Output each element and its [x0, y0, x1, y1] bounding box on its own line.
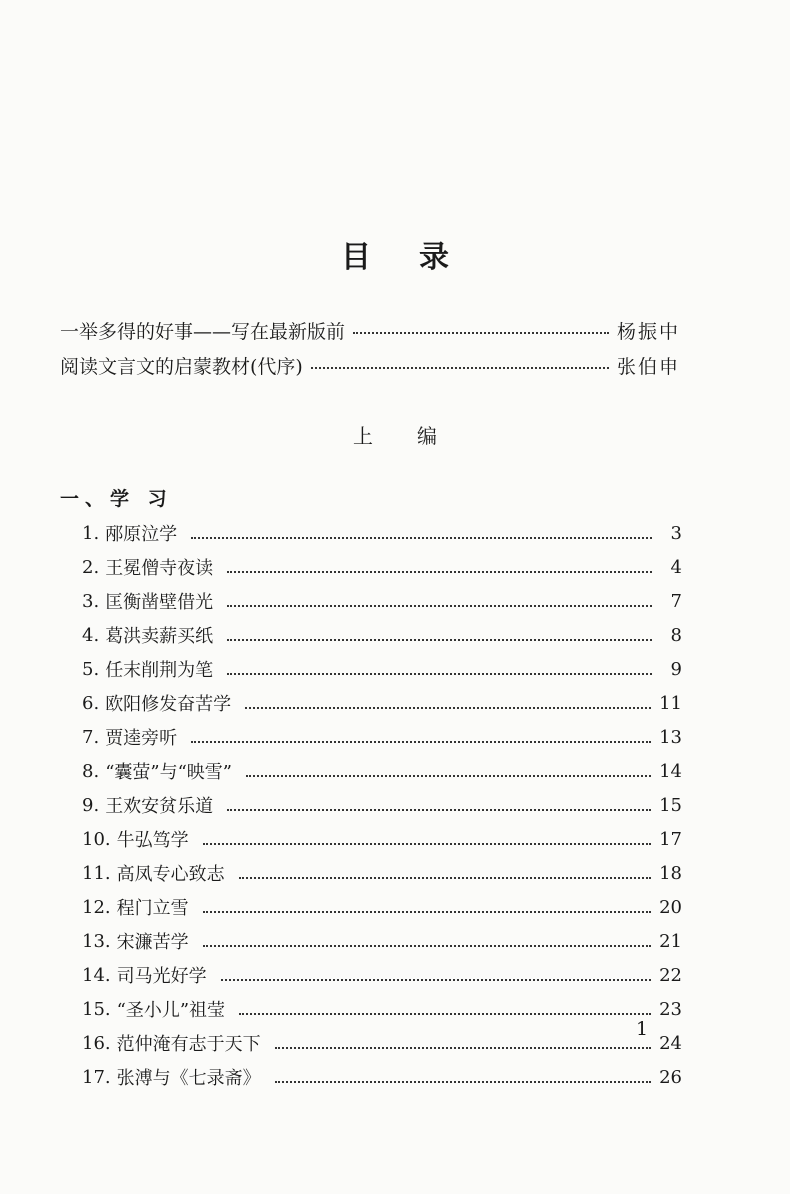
- part-heading: 上编: [353, 424, 481, 448]
- leader-dots: [275, 1046, 651, 1049]
- entry-number: 6.: [82, 692, 100, 714]
- toc-entry[interactable]: [82, 550, 682, 584]
- toc-entry[interactable]: [82, 992, 682, 1026]
- entry-title: 匡衡凿壁借光: [105, 592, 214, 613]
- entry-title: “圣小儿”祖莹: [116, 1000, 226, 1021]
- preface-author: 张伯申: [616, 355, 680, 378]
- toc-entry[interactable]: [82, 890, 682, 924]
- entry-page: 18: [659, 862, 682, 884]
- entry-number: 2.: [82, 556, 100, 578]
- toc-list: [82, 516, 682, 1094]
- toc-entry[interactable]: [82, 516, 682, 550]
- entry-page: 17: [659, 828, 682, 850]
- entry-page: 15: [659, 794, 682, 816]
- section-heading: 一、学 习: [60, 488, 173, 510]
- page-number: 1: [636, 1018, 649, 1040]
- leader-dots: [311, 366, 609, 369]
- preface-title: 一举多得的好事——写在最新版前: [60, 320, 346, 343]
- entry-title: 牛弘笃学: [116, 830, 189, 851]
- leader-dots: [203, 842, 651, 845]
- entry-number: 15.: [82, 998, 111, 1020]
- leader-dots: [245, 706, 651, 709]
- entry-title: 高凤专心致志: [116, 864, 225, 885]
- toc-entry[interactable]: [82, 856, 682, 890]
- page-title: 目录: [341, 240, 497, 275]
- entry-title: 王欢安贫乐道: [105, 796, 214, 817]
- toc-entry[interactable]: [82, 924, 682, 958]
- leader-dots: [227, 604, 652, 607]
- entry-page: 22: [659, 964, 682, 986]
- leader-dots: [221, 978, 651, 981]
- entry-title: 司马光好学: [116, 966, 207, 987]
- preface-title: 阅读文言文的启蒙教材(代序): [60, 355, 303, 378]
- leader-dots: [246, 774, 651, 777]
- leader-dots: [239, 876, 651, 879]
- entry-page: 9: [670, 658, 682, 680]
- leader-dots: [203, 910, 651, 913]
- entry-number: 16.: [82, 1032, 111, 1054]
- leader-dots: [227, 570, 652, 573]
- leader-dots: [239, 1012, 651, 1015]
- leader-dots: [227, 638, 652, 641]
- entry-number: 14.: [82, 964, 111, 986]
- leader-dots: [191, 536, 652, 539]
- entry-page: 14: [659, 760, 682, 782]
- entry-title: 贾逵旁听: [105, 728, 178, 749]
- toc-entry[interactable]: [82, 618, 682, 652]
- entry-page: 20: [659, 896, 682, 918]
- leader-dots: [203, 944, 651, 947]
- toc-entry[interactable]: [82, 822, 682, 856]
- entry-number: 5.: [82, 658, 100, 680]
- entry-title: 张溥与《七录斋》: [116, 1068, 261, 1089]
- entry-page: 4: [670, 556, 682, 578]
- leader-dots: [227, 808, 651, 811]
- leader-dots: [227, 672, 652, 675]
- preface-entry[interactable]: [60, 315, 680, 345]
- entry-title: 欧阳修发奋苦学: [105, 694, 232, 715]
- entry-number: 13.: [82, 930, 111, 952]
- entry-number: 10.: [82, 828, 111, 850]
- toc-entry[interactable]: [82, 1060, 682, 1094]
- entry-page: 8: [670, 624, 682, 646]
- toc-entry[interactable]: [82, 686, 682, 720]
- preface-entry[interactable]: [60, 350, 680, 380]
- toc-entry[interactable]: [82, 788, 682, 822]
- entry-number: 4.: [82, 624, 100, 646]
- entry-number: 11.: [82, 862, 111, 884]
- entry-number: 1.: [82, 522, 100, 544]
- entry-title: 范仲淹有志于天下: [116, 1034, 261, 1055]
- entry-title: “囊萤”与“映雪”: [105, 762, 232, 783]
- entry-page: 23: [659, 998, 682, 1020]
- toc-entry[interactable]: [82, 720, 682, 754]
- entry-page: 21: [659, 930, 682, 952]
- entry-title: 王冕僧寺夜读: [105, 558, 214, 579]
- entry-title: 葛洪卖薪买纸: [105, 626, 214, 647]
- toc-entry[interactable]: [82, 958, 682, 992]
- toc-entry[interactable]: [82, 584, 682, 618]
- preface-author: 杨振中: [616, 320, 680, 343]
- entry-title: 宋濂苦学: [116, 932, 189, 953]
- entry-page: 24: [659, 1032, 682, 1054]
- entry-page: 26: [659, 1066, 682, 1088]
- entry-number: 9.: [82, 794, 100, 816]
- entry-number: 8.: [82, 760, 100, 782]
- entry-number: 3.: [82, 590, 100, 612]
- toc-entry[interactable]: [82, 754, 682, 788]
- leader-dots: [191, 740, 651, 743]
- entry-number: 12.: [82, 896, 111, 918]
- leader-dots: [353, 331, 609, 334]
- entry-page: 7: [670, 590, 682, 612]
- entry-title: 程门立雪: [116, 898, 189, 919]
- toc-entry[interactable]: [82, 1026, 682, 1060]
- entry-page: 13: [659, 726, 682, 748]
- entry-title: 邴原泣学: [105, 524, 178, 545]
- leader-dots: [275, 1080, 651, 1083]
- entry-number: 7.: [82, 726, 100, 748]
- entry-title: 任末削荆为笔: [105, 660, 214, 681]
- toc-entry[interactable]: [82, 652, 682, 686]
- entry-page: 11: [659, 692, 682, 714]
- entry-page: 3: [670, 522, 682, 544]
- entry-number: 17.: [82, 1066, 111, 1088]
